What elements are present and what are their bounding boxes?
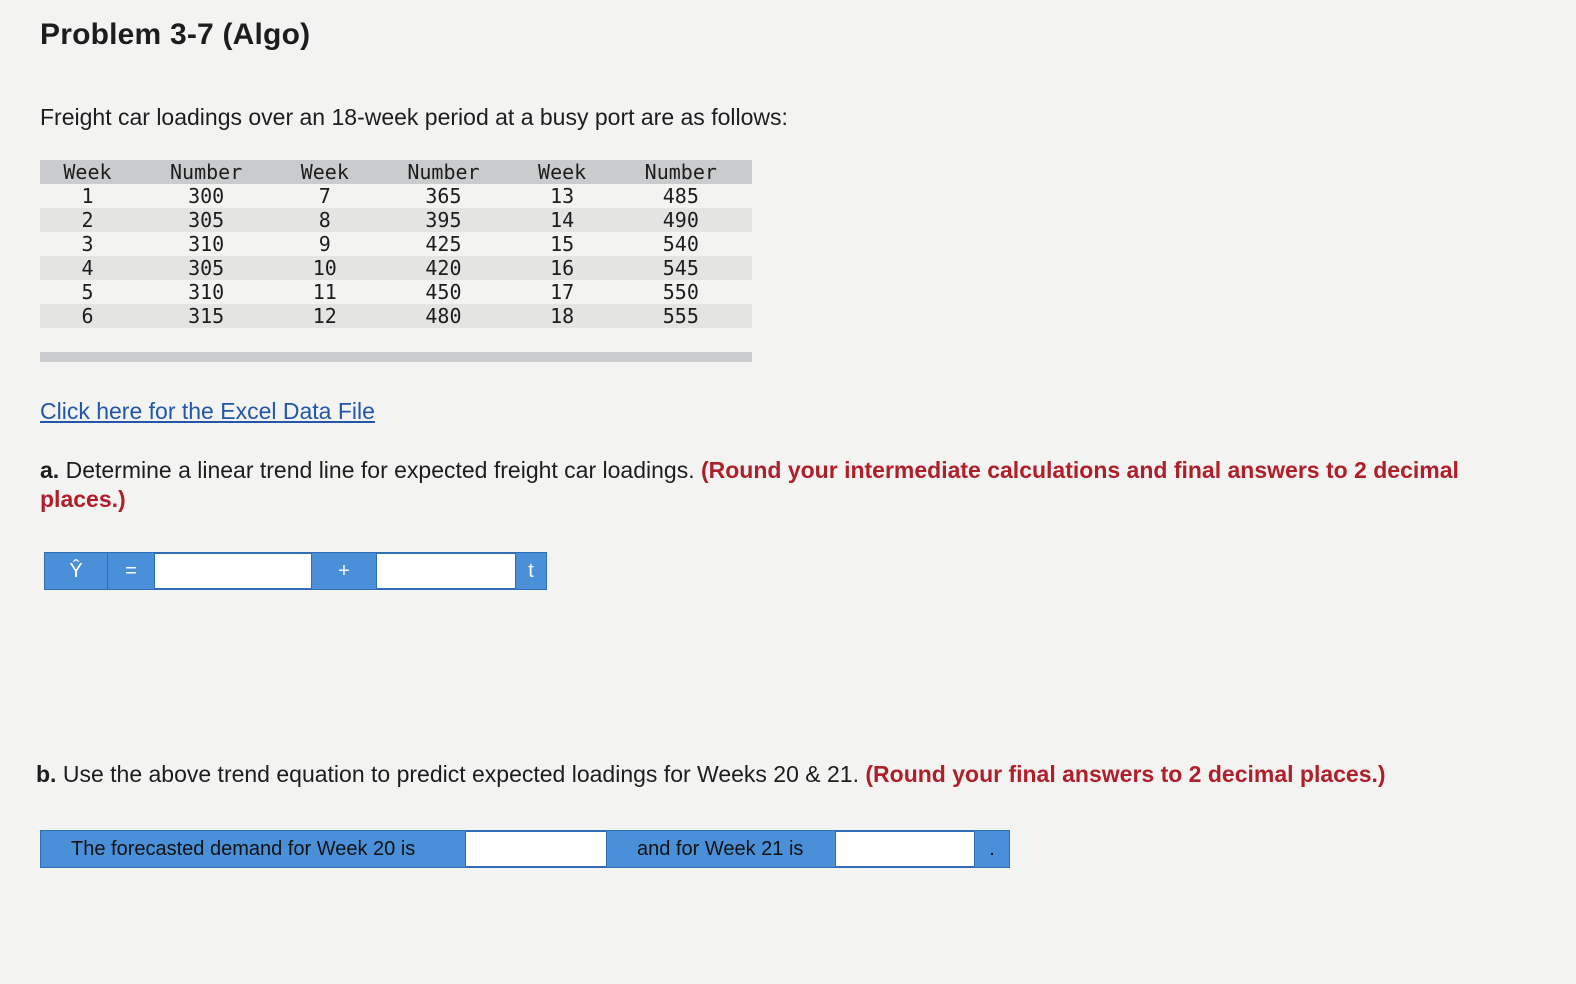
table-cell: 305 — [135, 208, 277, 232]
table-cell: 425 — [425, 232, 462, 256]
part-b-question — [36, 760, 1536, 789]
table-cell: 1 — [81, 184, 94, 208]
table-cell: 310 — [188, 232, 225, 256]
table-cell: 365 — [425, 184, 462, 208]
table-cell: 11 — [312, 280, 337, 304]
yhat-label: Ŷ — [45, 553, 107, 589]
part-b-instruction: (Round your final answers to 2 decimal places.) — [865, 761, 1386, 787]
part-b-text: Use the above trend equation to predict expected loadings for Weeks 20 & 21. — [62, 761, 859, 787]
intercept-input[interactable] — [154, 553, 312, 589]
table-cell: 545 — [610, 256, 752, 280]
table-row — [40, 304, 752, 328]
freight-data-table — [40, 160, 752, 328]
table-row — [40, 208, 752, 232]
table-cell: 17 — [550, 280, 575, 304]
table-cell: 13 — [550, 184, 575, 208]
part-a-letter: a. — [40, 457, 60, 483]
table-cell: 16 — [515, 256, 610, 280]
header-week-3: Week — [515, 160, 610, 184]
table-header-row — [40, 160, 752, 184]
table-cell: 15 — [550, 232, 575, 256]
part-b-letter: b. — [36, 761, 57, 787]
table-cell: 490 — [610, 208, 752, 232]
part-a-question — [40, 456, 1480, 514]
t-label: t — [516, 553, 546, 589]
table-cell: 7 — [318, 184, 331, 208]
header-number-3: Number — [610, 160, 752, 184]
table-cell: 540 — [662, 232, 699, 256]
table-cell: 310 — [188, 280, 225, 304]
table-cell: 4 — [40, 256, 135, 280]
table-cell: 395 — [372, 208, 514, 232]
table-cell: 2 — [40, 208, 135, 232]
header-number-1: Number — [135, 160, 277, 184]
table-cell: 14 — [515, 208, 610, 232]
table-cell: 12 — [277, 304, 372, 328]
header-number-2: Number — [372, 160, 514, 184]
table-bottom-bar — [40, 352, 752, 362]
table-row — [40, 232, 752, 256]
intro-text: Freight car loadings over an 18-week period at a busy port are as follows: — [40, 104, 788, 130]
table-cell: 480 — [372, 304, 514, 328]
table-cell: 6 — [40, 304, 135, 328]
week20-forecast-input[interactable] — [465, 831, 607, 867]
table-cell: 485 — [662, 184, 699, 208]
table-cell: 9 — [318, 232, 331, 256]
table-row — [40, 184, 752, 208]
table-cell: 18 — [515, 304, 610, 328]
table-row — [40, 280, 752, 304]
table-cell: 420 — [372, 256, 514, 280]
table-cell: 305 — [135, 256, 277, 280]
header-week-1: Week — [40, 160, 135, 184]
header-week-2: Week — [277, 160, 372, 184]
table-cell: 315 — [135, 304, 277, 328]
table-cell: 5 — [81, 280, 94, 304]
period-label: . — [975, 831, 1009, 867]
table-cell: 3 — [81, 232, 94, 256]
forecast-row — [40, 830, 1010, 868]
table-row — [40, 256, 752, 280]
table-cell: 10 — [277, 256, 372, 280]
part-a-text: Determine a linear trend line for expected freight car loadings. — [65, 457, 695, 483]
table-cell: 550 — [662, 280, 699, 304]
trend-equation-row — [44, 552, 547, 590]
excel-data-file-link[interactable]: Click here for the Excel Data File — [40, 398, 375, 424]
week21-forecast-input[interactable] — [835, 831, 975, 867]
table-cell: 555 — [610, 304, 752, 328]
page-title: Problem 3-7 (Algo) — [40, 18, 311, 51]
plus-label: + — [312, 553, 376, 589]
equals-label: = — [107, 553, 154, 589]
week20-label: The forecasted demand for Week 20 is — [41, 831, 465, 867]
table-cell: 8 — [277, 208, 372, 232]
week21-label: and for Week 21 is — [607, 831, 835, 867]
table-cell: 300 — [188, 184, 225, 208]
table-cell: 450 — [425, 280, 462, 304]
slope-input[interactable] — [376, 553, 516, 589]
part-a-instruction: (Round your intermediate calculations and final answers to 2 decimal places.) — [40, 457, 1459, 512]
